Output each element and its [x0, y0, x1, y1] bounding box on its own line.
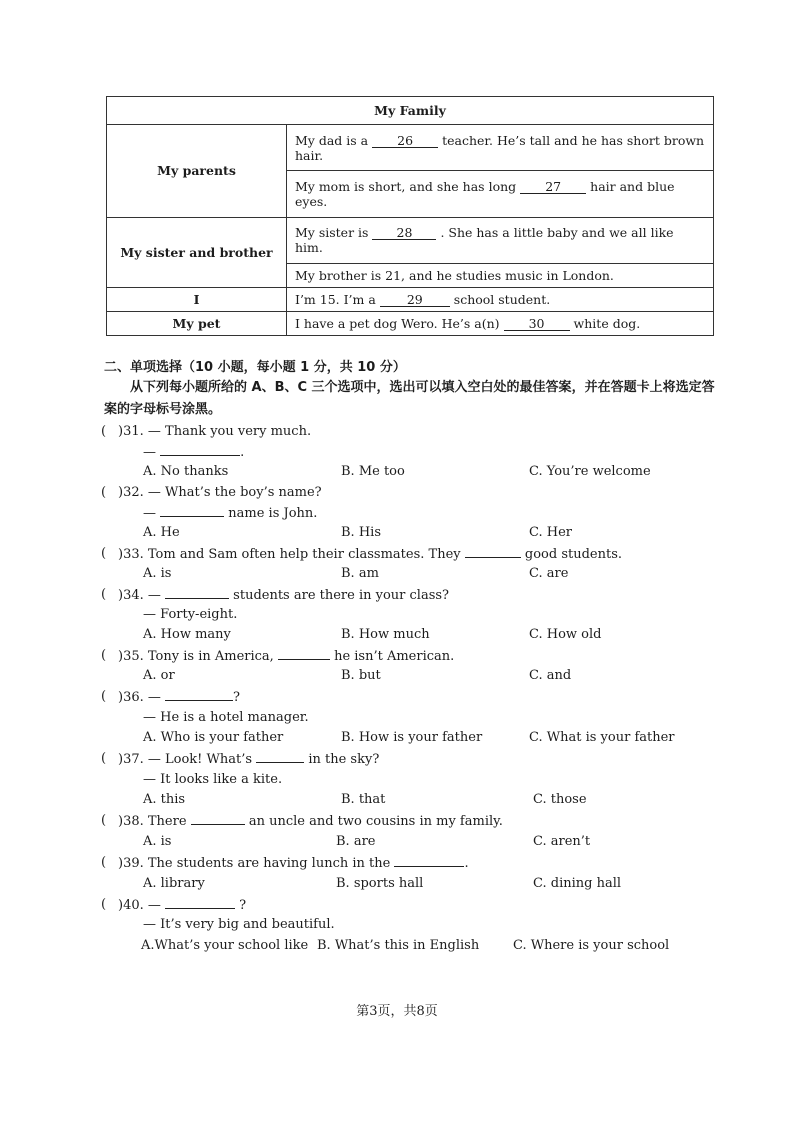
blank-29: 29: [380, 293, 450, 307]
question-34-reply: — Forty-eight.: [143, 607, 238, 622]
option-b[interactable]: B. Me too: [341, 464, 405, 479]
option-c[interactable]: C. Where is your school: [513, 938, 670, 953]
question-40-reply: — It’s very big and beautiful.: [143, 917, 335, 932]
option-b[interactable]: B. His: [341, 525, 381, 540]
table-cell: My dad is a 26 teacher. He’s tall and he has short brown hair.: [287, 125, 714, 171]
question-35: )35. Tony is in America, he isn’t American.: [118, 649, 455, 664]
option-b[interactable]: B. sports hall: [336, 876, 424, 891]
answer-paren[interactable]: (: [101, 751, 107, 766]
blank: [191, 813, 245, 825]
option-c[interactable]: C. are: [529, 566, 569, 581]
answer-paren[interactable]: (: [101, 546, 107, 561]
section-instruction: 从下列每小题所给的 A、B、C 三个选项中，选出可以填入空白处的最佳答案，并在答题卡上将选定答案的字母标号涂黑。: [104, 380, 715, 417]
blank: [256, 751, 304, 763]
option-a[interactable]: A.What’s your school like: [141, 938, 309, 953]
question-31: )31. — Thank you very much.: [118, 424, 312, 439]
question-32-reply: — name is John.: [143, 506, 318, 521]
blank: [278, 648, 330, 660]
option-a[interactable]: A. He: [143, 525, 180, 540]
option-c[interactable]: C. What is your father: [529, 730, 675, 745]
row-label-parents: My parents: [107, 125, 287, 218]
option-b[interactable]: B. What’s this in English: [317, 938, 480, 953]
section-title: 二、单项选择（10 小题，每小题 1 分，共 10 分）: [104, 360, 406, 375]
blank: [394, 855, 464, 867]
page-number: 第3页，共8页: [356, 1004, 438, 1019]
option-c[interactable]: C. dining hall: [533, 876, 622, 891]
blank-27: 27: [520, 180, 586, 194]
blank: [165, 587, 229, 599]
answer-paren[interactable]: (: [101, 897, 107, 912]
blank-30: 30: [504, 317, 570, 331]
table-title: My Family: [107, 97, 714, 125]
option-c[interactable]: C. and: [529, 668, 572, 683]
option-b[interactable]: B. that: [341, 792, 386, 807]
table-cell: I’m 15. I’m a 29 school student.: [287, 288, 714, 312]
option-a[interactable]: A. is: [143, 566, 172, 581]
question-36-reply: — He is a hotel manager.: [143, 710, 309, 725]
option-a[interactable]: A. this: [143, 792, 186, 807]
option-c[interactable]: C. those: [533, 792, 587, 807]
row-label-i: I: [107, 288, 287, 312]
table-cell: I have a pet dog Wero. He’s a(n) 30 white dog.: [287, 312, 714, 336]
answer-paren[interactable]: (: [101, 648, 107, 663]
question-31-reply: — .: [143, 445, 245, 460]
my-family-table: [106, 96, 714, 336]
option-c[interactable]: C. How old: [529, 627, 602, 642]
row-label-pet: My pet: [107, 312, 287, 336]
option-a[interactable]: A. or: [143, 668, 175, 683]
option-a[interactable]: A. library: [143, 876, 205, 891]
question-38: )38. There an uncle and two cousins in my family.: [118, 814, 503, 829]
answer-paren[interactable]: (: [101, 689, 107, 704]
question-32: )32. — What’s the boy’s name?: [118, 485, 322, 500]
table-cell: My mom is short, and she has long 27 hair and blue eyes.: [287, 171, 714, 217]
option-c[interactable]: C. You’re welcome: [529, 464, 651, 479]
option-a[interactable]: A. Who is your father: [143, 730, 284, 745]
table-cell: My sister is 28 . She has a little baby and we all like him.: [287, 217, 714, 263]
question-39: )39. The students are having lunch in the .: [118, 856, 469, 871]
option-b[interactable]: B. How much: [341, 627, 430, 642]
question-37: )37. — Look! What’s in the sky?: [118, 752, 380, 767]
question-40: )40. — ?: [118, 898, 247, 913]
blank: [160, 505, 224, 517]
option-b[interactable]: B. am: [341, 566, 379, 581]
option-a[interactable]: A. No thanks: [143, 464, 229, 479]
option-b[interactable]: B. but: [341, 668, 381, 683]
blank: [165, 897, 235, 909]
answer-paren[interactable]: (: [101, 485, 107, 500]
question-37-reply: — It looks like a kite.: [143, 772, 283, 787]
blank: [165, 689, 233, 701]
row-label-sister-brother: My sister and brother: [107, 217, 287, 287]
option-b[interactable]: B. are: [336, 834, 376, 849]
option-a[interactable]: A. How many: [143, 627, 231, 642]
option-c[interactable]: C. aren’t: [533, 834, 591, 849]
option-a[interactable]: A. is: [143, 834, 172, 849]
blank-28: 28: [372, 226, 436, 240]
answer-paren[interactable]: (: [101, 813, 107, 828]
table-cell: My brother is 21, and he studies music in London.: [287, 264, 714, 288]
question-36: )36. — ?: [118, 690, 241, 705]
question-34: )34. — students are there in your class?: [118, 588, 450, 603]
answer-paren[interactable]: (: [101, 587, 107, 602]
blank-26: 26: [372, 134, 438, 148]
option-b[interactable]: B. How is your father: [341, 730, 483, 745]
answer-paren[interactable]: (: [101, 855, 107, 870]
blank: [160, 444, 240, 456]
question-33: )33. Tom and Sam often help their classmates. They good students.: [118, 547, 623, 562]
answer-paren[interactable]: (: [101, 424, 107, 439]
option-c[interactable]: C. Her: [529, 525, 572, 540]
blank: [465, 546, 521, 558]
